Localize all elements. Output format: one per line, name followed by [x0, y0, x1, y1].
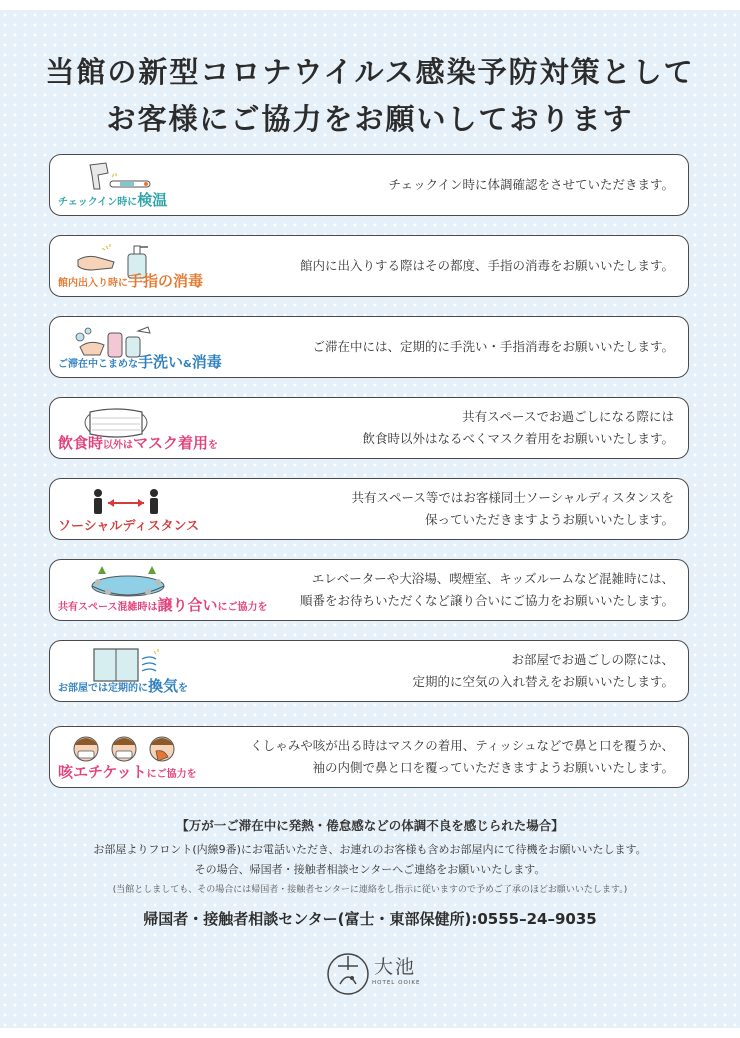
page-title-line1: 当館の新型コロナウイルス感染予防対策として [45, 55, 695, 89]
card-description: 共有スペースでお過ごしになる際には 飲食時以外はなるべくマスク着用をお願いいたします。 [362, 409, 674, 446]
card-label: お部屋では定期的に換気を [58, 677, 189, 695]
card-temperature-check [49, 154, 689, 216]
page-border-top [0, 0, 740, 10]
page-title-line2: お客様にご協力をお願いしております [106, 102, 634, 136]
card-description: 共有スペース等ではお客様同士ソーシャルディスタンスを 保っていただきますようお願いいたします。 [351, 490, 674, 527]
card-label: 共有スペース混雑時は譲り合いにご協力を [58, 596, 268, 614]
notice-line: その場合、帰国者・接触者相談センターへご連絡をお願いいたします。 [194, 863, 546, 876]
card-description: ご滞在中には、定期的に手洗い・手指消毒をお願いいたします。 [312, 339, 674, 354]
card-hand-wash [49, 316, 689, 378]
card-label: チェックイン時に検温 [58, 191, 168, 209]
card-social-distance [49, 478, 689, 540]
notice-line: お部屋よりフロント(内線9番)にお電話いただき、お連れのお客様も含めお部屋内にて待機をお願いいたします。 [93, 843, 647, 856]
card-label: 咳エチケットにご協力を [58, 763, 197, 781]
notice-note: (当館としましても、その場合には帰国者・接触者センターに連絡をし指示に従いますので予めご了承のほどお願いいたします。) [112, 885, 628, 895]
card-label: 館内出入り時に手指の消毒 [58, 272, 204, 290]
card-description: お部屋でお過ごしの際には、 定期的に空気の入れ替えをお願いいたします。 [412, 652, 674, 689]
card-cough-etiquette [49, 726, 689, 788]
card-mask [49, 397, 689, 459]
card-description: エレベーターや大浴場、喫煙室、キッズルームなど混雑時には、 順番をお待ちいただくなど譲り合いにご協力をお願いいたします。 [299, 571, 674, 608]
notice-heading: 【万が一ご滞在中に発熱・倦怠感などの体調不良を感じられた場合】 [176, 818, 564, 833]
card-label: 飲食時以外はマスク着用を [58, 434, 219, 452]
contact-phone: 帰国者・接触者相談センター(富士・東部保健所):0555–24–9035 [143, 910, 597, 928]
card-description: くしゃみや咳が出る時はマスクの着用、ティッシュなどで鼻と口を覆うか、 袖の内側で鼻と口を覆っていただきますようお願いいたします。 [250, 738, 674, 775]
hotel-logo-sub: HOTEL OOIKE [372, 980, 421, 986]
hotel-logo-name: 大池 [374, 956, 417, 978]
card-description: チェックイン時に体調確認をさせていただきます。 [388, 177, 674, 192]
card-label: ご滞在中こまめな手洗い&消毒 [58, 353, 222, 371]
page-border-bottom [0, 1028, 740, 1038]
card-share-space [49, 559, 689, 621]
card-label: ソーシャルディスタンス [58, 519, 200, 534]
card-description: 館内に出入りする際はその都度、手指の消毒をお願いいたします。 [299, 258, 674, 273]
card-hand-sanitize [49, 235, 689, 297]
card-ventilation [49, 640, 689, 702]
